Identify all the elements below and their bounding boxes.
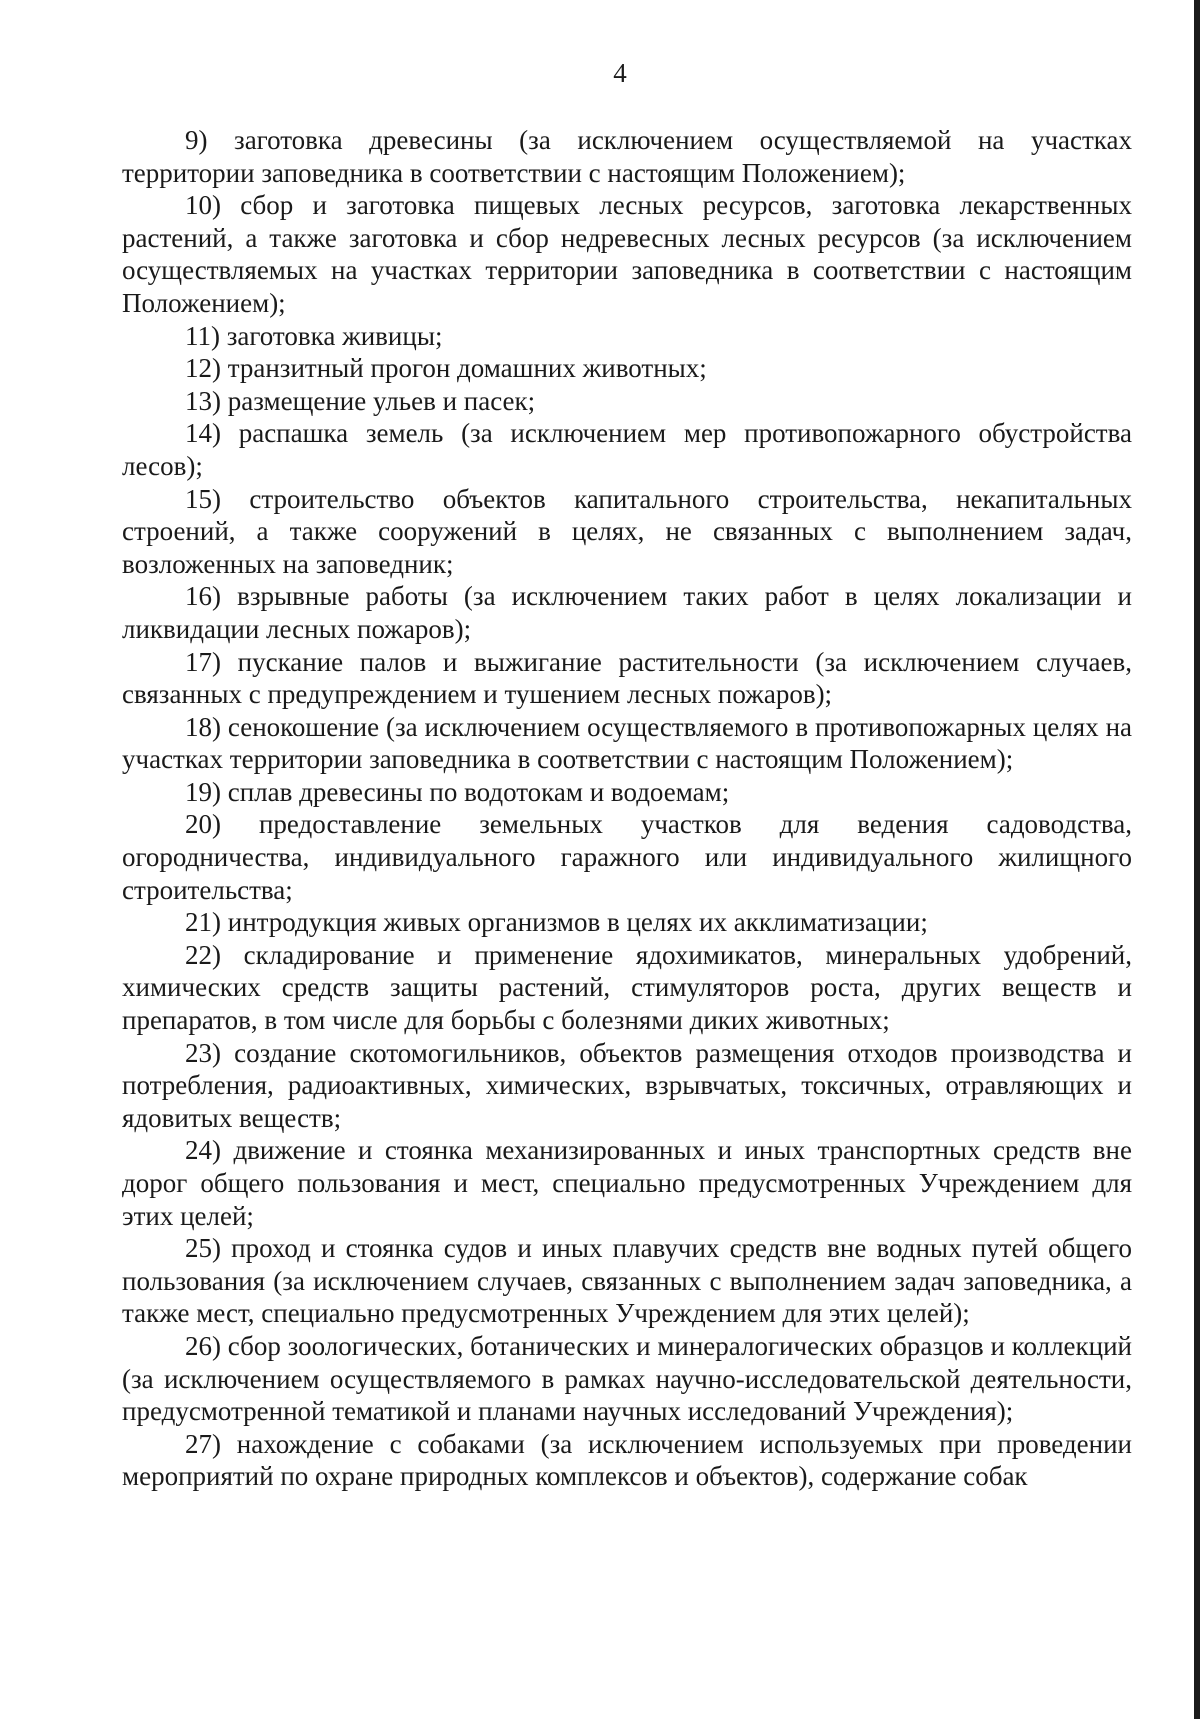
document-body — [122, 124, 1132, 1493]
list-item-23: 23) создание скотомогильников, объектов размещения отходов производства и потребления, радиоактивных, химических, взрывчатых, токсичных, отравляющих и ядовитых веществ; — [122, 1037, 1132, 1133]
list-item-26: 26) сбор зоологических, ботанических и минералогических образцов и коллекций (за исключением осуществляемого в рамках научно-исследовательской деятельности, предусмотренной тематикой и планами научных исследований Учреждения); — [122, 1330, 1132, 1427]
list-item-10: 10) сбор и заготовка пищевых лесных ресурсов, заготовка лекарственных растений, а также заготовка и сбор недревесных лесных ресурсов (за исключением осуществляемых на участках территории заповедника в соответствии с настоящим Положением); — [122, 190, 1132, 318]
list-item-14: 14) распашка земель (за исключением мер противопожарного обустройства лесов); — [122, 418, 1132, 481]
list-item-21: 21) интродукция живых организмов в целях их акклиматизации; — [185, 907, 928, 938]
list-item-11: 11) заготовка живицы; — [185, 320, 443, 351]
list-item-13: 13) размещение ульев и пасек; — [185, 385, 536, 416]
list-item-15: 15) строительство объектов капитального строительства, некапитальных строений, а также сооружений в целях, не связанных с выполнением задач, возложенных на заповедник; — [122, 483, 1132, 579]
list-item-16: 16) взрывные работы (за исключением таких работ в целях локализации и ликвидации лесных пожаров); — [122, 581, 1132, 644]
list-item-27: 27) нахождение с собаками (за исключением используемых при проведении мероприятий по охране природных комплексов и объектов), содержание собак — [122, 1428, 1132, 1492]
list-item-18: 18) сенокошение (за исключением осуществляемого в противопожарных целях на участках территории заповедника в соответствии с настоящим Положением); — [122, 711, 1132, 775]
list-item-19: 19) сплав древесины по водотокам и водоемам; — [185, 776, 730, 807]
list-item-20: 20) предоставление земельных участков для ведения садоводства, огородничества, индивидуального гаражного или индивидуального жилищного строительства; — [122, 809, 1132, 905]
list-item-24: 24) движение и стоянка механизированных и иных транспортных средств вне дорог общего пользования и мест, специально предусмотренных Учреждением для этих целей; — [122, 1135, 1132, 1231]
list-item-12: 12) транзитный прогон домашних животных; — [185, 353, 707, 384]
list-item-25: 25) проход и стоянка судов и иных плавучих средств вне водных путей общего пользования (за исключением случаев, связанных с выполнением задач заповедника, а также мест, специально предусмотренных Учреждением для этих целей); — [122, 1233, 1132, 1329]
scan-border — [1194, 0, 1200, 1719]
page-number: 4 — [613, 58, 627, 88]
list-item-17: 17) пускание палов и выжигание растительности (за исключением случаев, связанных с предупреждением и тушением лесных пожаров); — [122, 646, 1132, 710]
list-item-9: 9) заготовка древесины (за исключением осуществляемой на участках территории заповедника в соответствии с настоящим Положением); — [122, 125, 1132, 188]
list-item-22: 22) складирование и применение ядохимикатов, минеральных удобрений, химических средств защиты растений, стимуляторов роста, других веществ и препаратов, в том числе для борьбы с болезнями диких животных; — [122, 939, 1132, 1036]
